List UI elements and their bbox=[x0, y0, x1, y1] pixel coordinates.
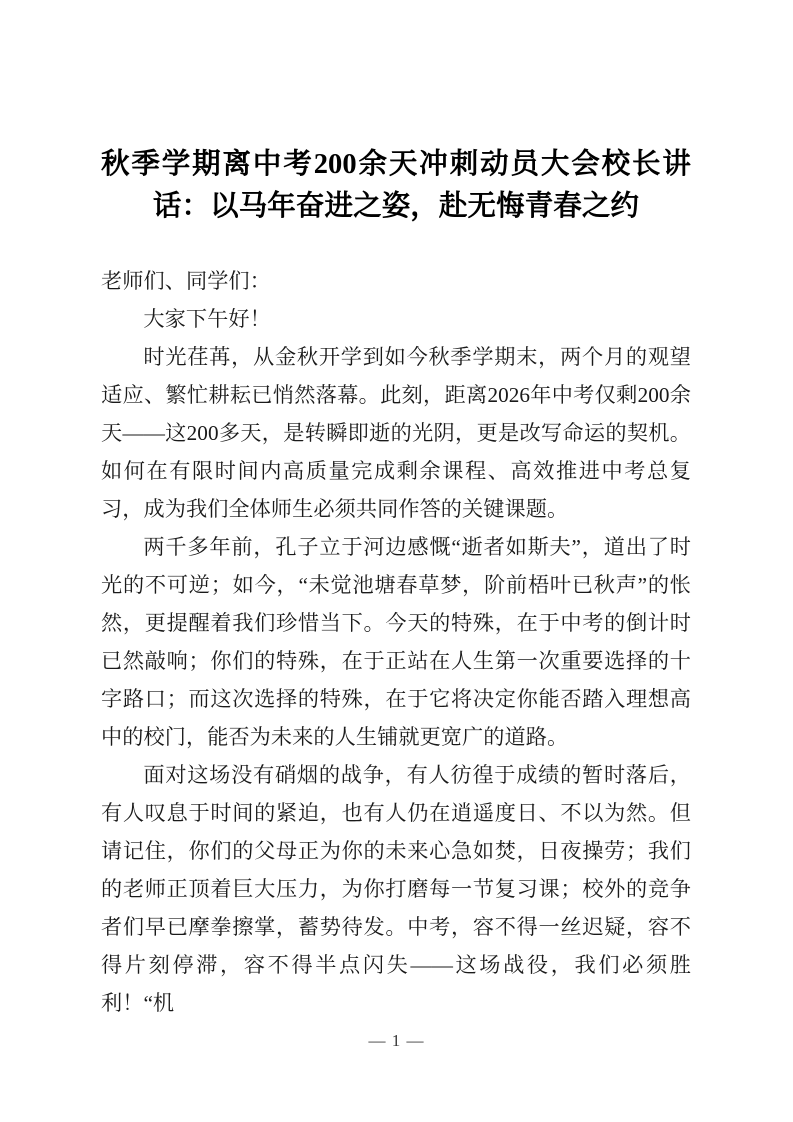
page-number-footer: — 1 — bbox=[368, 1031, 425, 1050]
paragraph-3: 面对这场没有硝烟的战争，有人彷徨于成绩的暂时落后，有人叹息于时间的紧迫，也有人仍在逍遥度日、不以为然。但请记住，你们的父母正为你的未来心急如焚，日夜操劳；我们的老师正顶着巨大压力，为你打磨每一节复习课；校外的竞争者们早已摩拳擦掌，蓄势待发。中考，容不得一丝迟疑，容不得片刻停滞，容不得半点闪失——这场战役，我们必须胜利！“机 bbox=[101, 763, 691, 1015]
paragraph-greeting: 大家下午好！ bbox=[143, 307, 271, 331]
document-body bbox=[101, 262, 691, 1022]
paragraph-1: 时光荏苒，从金秋开学到如今秋季学期末，两个月的观望适应、繁忙耕耘已悄然落幕。此刻，距离2026年中考仅剩200余天——这200多天，是转瞬即逝的光阴，更是改写命运的契机。如何在有限时间内高质量完成剩余课程、高效推进中考总复习，成为我们全体师生必须共同作答的关键课题。 bbox=[101, 345, 691, 521]
document-content bbox=[101, 0, 691, 1022]
page-title: 秋季学期离中考200余天冲刺动员大会校长讲话：以马年奋进之姿，赴无悔青春之约 bbox=[101, 149, 691, 222]
paragraph-2: 两千多年前，孔子立于河边感慨“逝者如斯夫”，道出了时光的不可逆；如今，“未觉池塘春草梦，阶前梧叶已秋声”的怅然，更提醒着我们珍惜当下。今天的特殊，在于中考的倒计时已然敲响；你们的特殊，在于正站在人生第一次重要选择的十字路口；而这次选择的特殊，在于它将决定你能否踏入理想高中的校门，能否为未来的人生铺就更宽广的道路。 bbox=[101, 535, 691, 749]
paragraph-salutation: 老师们、同学们： bbox=[101, 269, 271, 293]
